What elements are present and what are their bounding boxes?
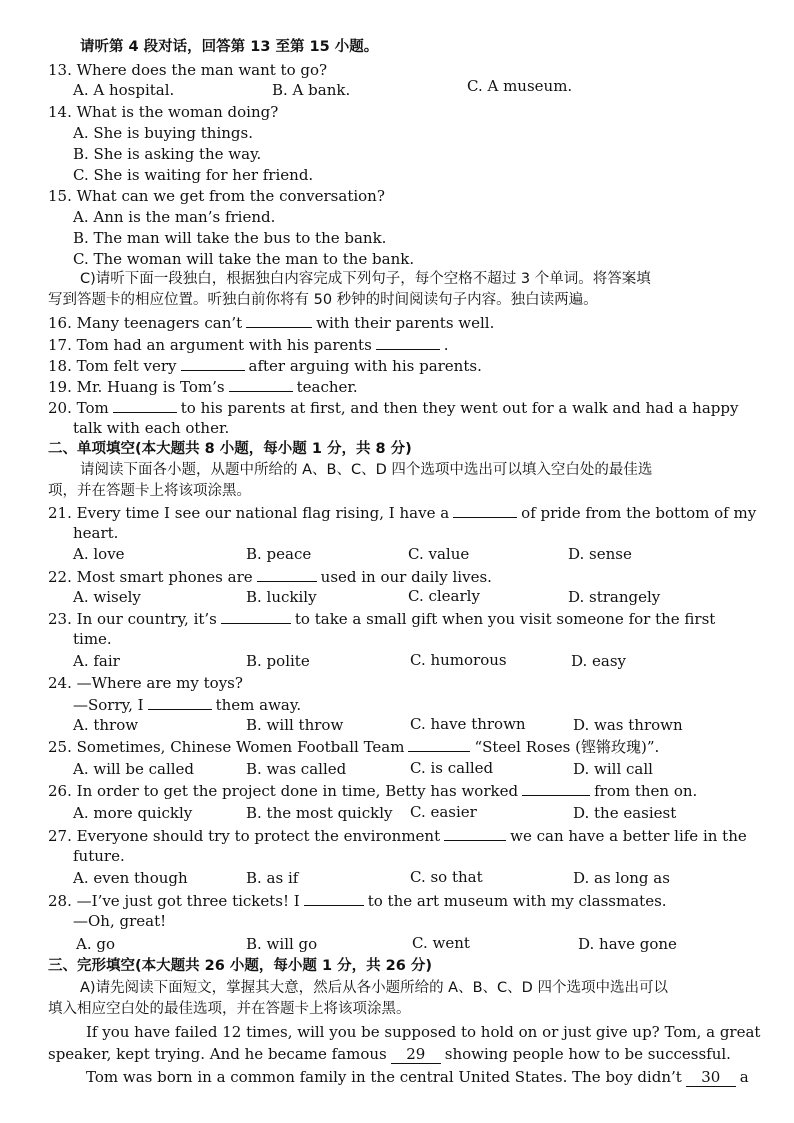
option: A. love [73, 545, 125, 563]
passage-line: speaker, kept trying. And he became famous 29 showing people how to be successful. [48, 1045, 731, 1063]
option: B. peace [246, 545, 312, 563]
option: C. is called [410, 759, 494, 777]
option: A. throw [73, 716, 139, 734]
question-13: 13. Where does the man want to go? [48, 61, 328, 79]
passage-line: If you have failed 12 times, will you be supposed to hold on or just give up? Tom, a great [86, 1023, 761, 1041]
option: B. A bank. [272, 81, 351, 99]
option: B. as if [246, 869, 299, 887]
fill-sentence-19: 19. Mr. Huang is Tom’s teacher. [48, 378, 358, 396]
answer-blank[interactable] [257, 567, 317, 582]
option: C. value [408, 545, 470, 563]
answer-blank[interactable] [453, 503, 517, 518]
option: C. A museum. [467, 77, 573, 95]
answer-blank[interactable] [304, 891, 364, 906]
option: C. went [412, 934, 470, 952]
option: D. have gone [578, 935, 677, 953]
option: B. polite [246, 652, 310, 670]
question-24-line2: —Sorry, I them away. [73, 696, 302, 714]
question-23-cont: time. [73, 630, 112, 648]
answer-blank[interactable] [376, 335, 440, 350]
option: B. was called [246, 760, 347, 778]
option: D. strangely [568, 588, 661, 606]
option: A. more quickly [73, 804, 193, 822]
section-c-instruction: C)请听下面一段独白，根据独白内容完成下列句子，每个空格不超过 3 个单词。将答案填 [80, 271, 651, 287]
answer-blank[interactable] [221, 609, 291, 624]
answer-blank[interactable] [444, 826, 506, 841]
part4-instruction: 请听第 4 段对话，回答第 13 至第 15 小题。 [80, 39, 379, 55]
answer-blank[interactable] [408, 737, 470, 752]
option: B. will go [246, 935, 318, 953]
answer-blank[interactable] [522, 781, 590, 796]
option: C. easier [410, 803, 477, 821]
question-21: 21. Every time I see our national flag rising, I have a of pride from the bottom of my [48, 504, 757, 522]
fill-sentence-20: 20. Tom to his parents at first, and then they went out for a walk and had a happy [48, 399, 739, 417]
cloze-blank-29[interactable]: 29 [391, 1045, 441, 1064]
section-3-title: 三、完形填空(本大题共 26 小题，每小题 1 分，共 26 分) [48, 958, 432, 974]
option: D. sense [568, 545, 632, 563]
option: A. Ann is the man’s friend. [73, 208, 276, 226]
question-14: 14. What is the woman doing? [48, 103, 279, 121]
section-3-instruction: A)请先阅读下面短文，掌握其大意，然后从各小题所给的 A、B、C、D 四个选项中选出可以 [80, 980, 668, 996]
option: A. wisely [73, 588, 141, 606]
answer-blank[interactable] [181, 356, 245, 371]
option: C. The woman will take the man to the bank. [73, 250, 415, 268]
option: D. the easiest [573, 804, 677, 822]
option: C. clearly [408, 587, 480, 605]
section-3-instruction: 填入相应空白处的最佳选项，并在答题卡上将该项涂黑。 [48, 1001, 411, 1017]
option: C. so that [410, 868, 483, 886]
option: D. easy [571, 652, 627, 670]
section-c-instruction: 写到答题卡的相应位置。听独白前你将有 50 秒钟的时间阅读句子内容。独白读两遍。 [48, 292, 598, 308]
fill-sentence-16: 16. Many teenagers can’t with their parents well. [48, 314, 495, 332]
option: D. was thrown [573, 716, 683, 734]
question-27-cont: future. [73, 847, 125, 865]
option: C. She is waiting for her friend. [73, 166, 314, 184]
answer-blank[interactable] [229, 377, 293, 392]
answer-blank[interactable] [113, 398, 177, 413]
section-2-title: 二、单项填空(本大题共 8 小题，每小题 1 分，共 8 分) [48, 441, 412, 457]
passage-line: Tom was born in a common family in the central United States. The boy didn’t 30 a [86, 1068, 749, 1086]
option: B. will throw [246, 716, 344, 734]
option: D. will call [573, 760, 653, 778]
question-23: 23. In our country, it’s to take a small gift when you visit someone for the first [48, 610, 716, 628]
question-27: 27. Everyone should try to protect the environment we can have a better life in the [48, 827, 747, 845]
question-21-cont: heart. [73, 524, 119, 542]
question-25: 25. Sometimes, Chinese Women Football Team “Steel Roses (铿锵玫瑰)”. [48, 738, 660, 756]
option: A. go [76, 935, 116, 953]
option: B. She is asking the way. [73, 145, 262, 163]
option: B. The man will take the bus to the bank. [73, 229, 387, 247]
option: A. She is buying things. [73, 124, 253, 142]
answer-blank[interactable] [246, 313, 312, 328]
fill-sentence-17: 17. Tom had an argument with his parents . [48, 336, 449, 354]
option: C. have thrown [410, 715, 526, 733]
fill-sentence-18: 18. Tom felt very after arguing with his parents. [48, 357, 482, 375]
section-2-instruction: 请阅读下面各小题，从题中所给的 A、B、C、D 四个选项中选出可以填入空白处的最佳选 [80, 462, 653, 478]
option: A. A hospital. [73, 81, 175, 99]
cloze-blank-30[interactable]: 30 [686, 1068, 736, 1087]
section-2-instruction: 项，并在答题卡上将该项涂黑。 [48, 483, 251, 499]
question-15: 15. What can we get from the conversation? [48, 187, 385, 205]
option: C. humorous [410, 651, 507, 669]
fill-sentence-20-cont: talk with each other. [73, 419, 230, 437]
question-26: 26. In order to get the project done in time, Betty has worked from then on. [48, 782, 698, 800]
option: A. even though [73, 869, 188, 887]
question-24: 24. —Where are my toys? [48, 674, 243, 692]
option: A. fair [73, 652, 120, 670]
question-22: 22. Most smart phones are used in our daily lives. [48, 568, 492, 586]
answer-blank[interactable] [148, 695, 212, 710]
option: D. as long as [573, 869, 670, 887]
question-28: 28. —I’ve just got three tickets! I to the art museum with my classmates. [48, 892, 667, 910]
option: B. the most quickly [246, 804, 393, 822]
question-28-line2: —Oh, great! [73, 912, 167, 930]
option: B. luckily [246, 588, 317, 606]
option: A. will be called [73, 760, 195, 778]
